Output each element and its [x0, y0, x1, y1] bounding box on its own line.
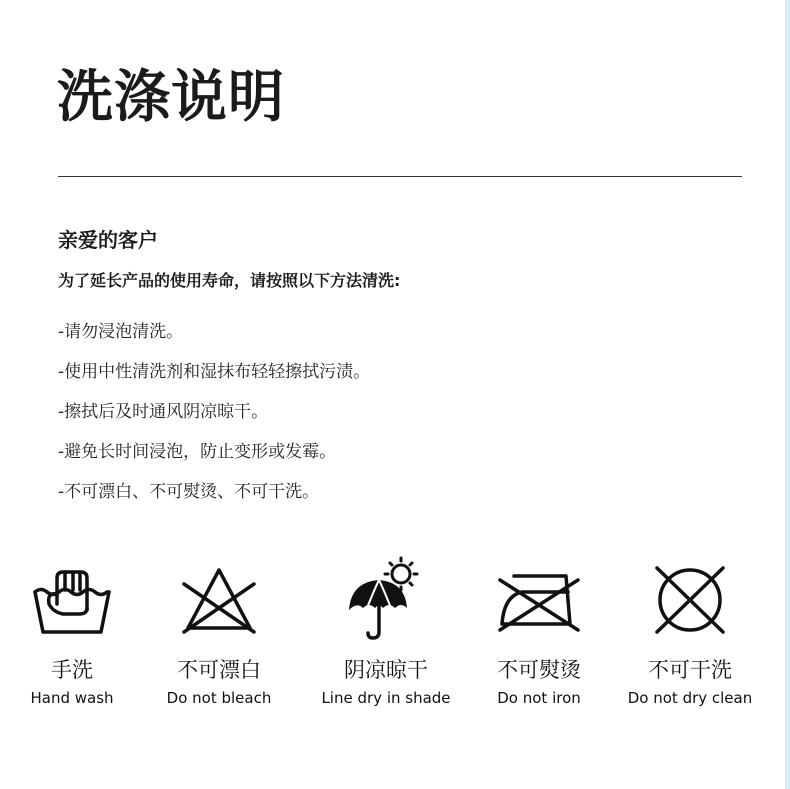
instruction-item: -请勿浸泡清洗。 [58, 322, 184, 342]
care-label-cn: 阴凉晾干 [344, 658, 428, 682]
instruction-list [58, 320, 370, 520]
instruction-item: -避免长时间浸泡，防止变形或发霉。 [58, 442, 337, 462]
no-bleach-icon [174, 552, 264, 642]
instruction-item: -不可漂白、不可熨烫、不可干洗。 [58, 482, 320, 502]
care-label-en: Line dry in shade [321, 689, 451, 707]
page-title: 洗涤说明 [57, 65, 285, 130]
line-dry-shade-icon [341, 552, 431, 642]
instruction-item: -使用中性清洗剂和湿抹布轻轻擦拭污渍。 [58, 362, 371, 382]
intro-text: 为了延长产品的使用寿命，请按照以下方法清洗: [58, 271, 401, 290]
care-label-en: Hand wash [30, 689, 114, 707]
care-label-en: Do not iron [497, 689, 581, 707]
no-dry-clean-icon [645, 552, 735, 642]
care-symbol-line-dry-shade [301, 552, 471, 708]
care-label-cn: 不可漂白 [177, 658, 261, 682]
title-divider [58, 176, 742, 177]
care-symbol-no-iron [454, 552, 624, 708]
care-label-cn: 不可干洗 [648, 658, 732, 682]
care-label-cn: 不可熨烫 [497, 658, 581, 682]
no-iron-icon [494, 552, 584, 642]
care-label-en: Do not dry clean [627, 689, 753, 707]
hand-wash-icon [27, 552, 117, 642]
care-symbol-no-dry-clean [605, 552, 775, 708]
care-symbol-no-bleach [134, 552, 304, 708]
greeting: 亲爱的客户 [58, 228, 158, 252]
care-label-cn: 手洗 [51, 658, 93, 682]
care-label-en: Do not bleach [166, 689, 272, 707]
care-symbols-row [0, 552, 790, 722]
instruction-item: -擦拭后及时通风阴凉晾干。 [58, 402, 269, 422]
